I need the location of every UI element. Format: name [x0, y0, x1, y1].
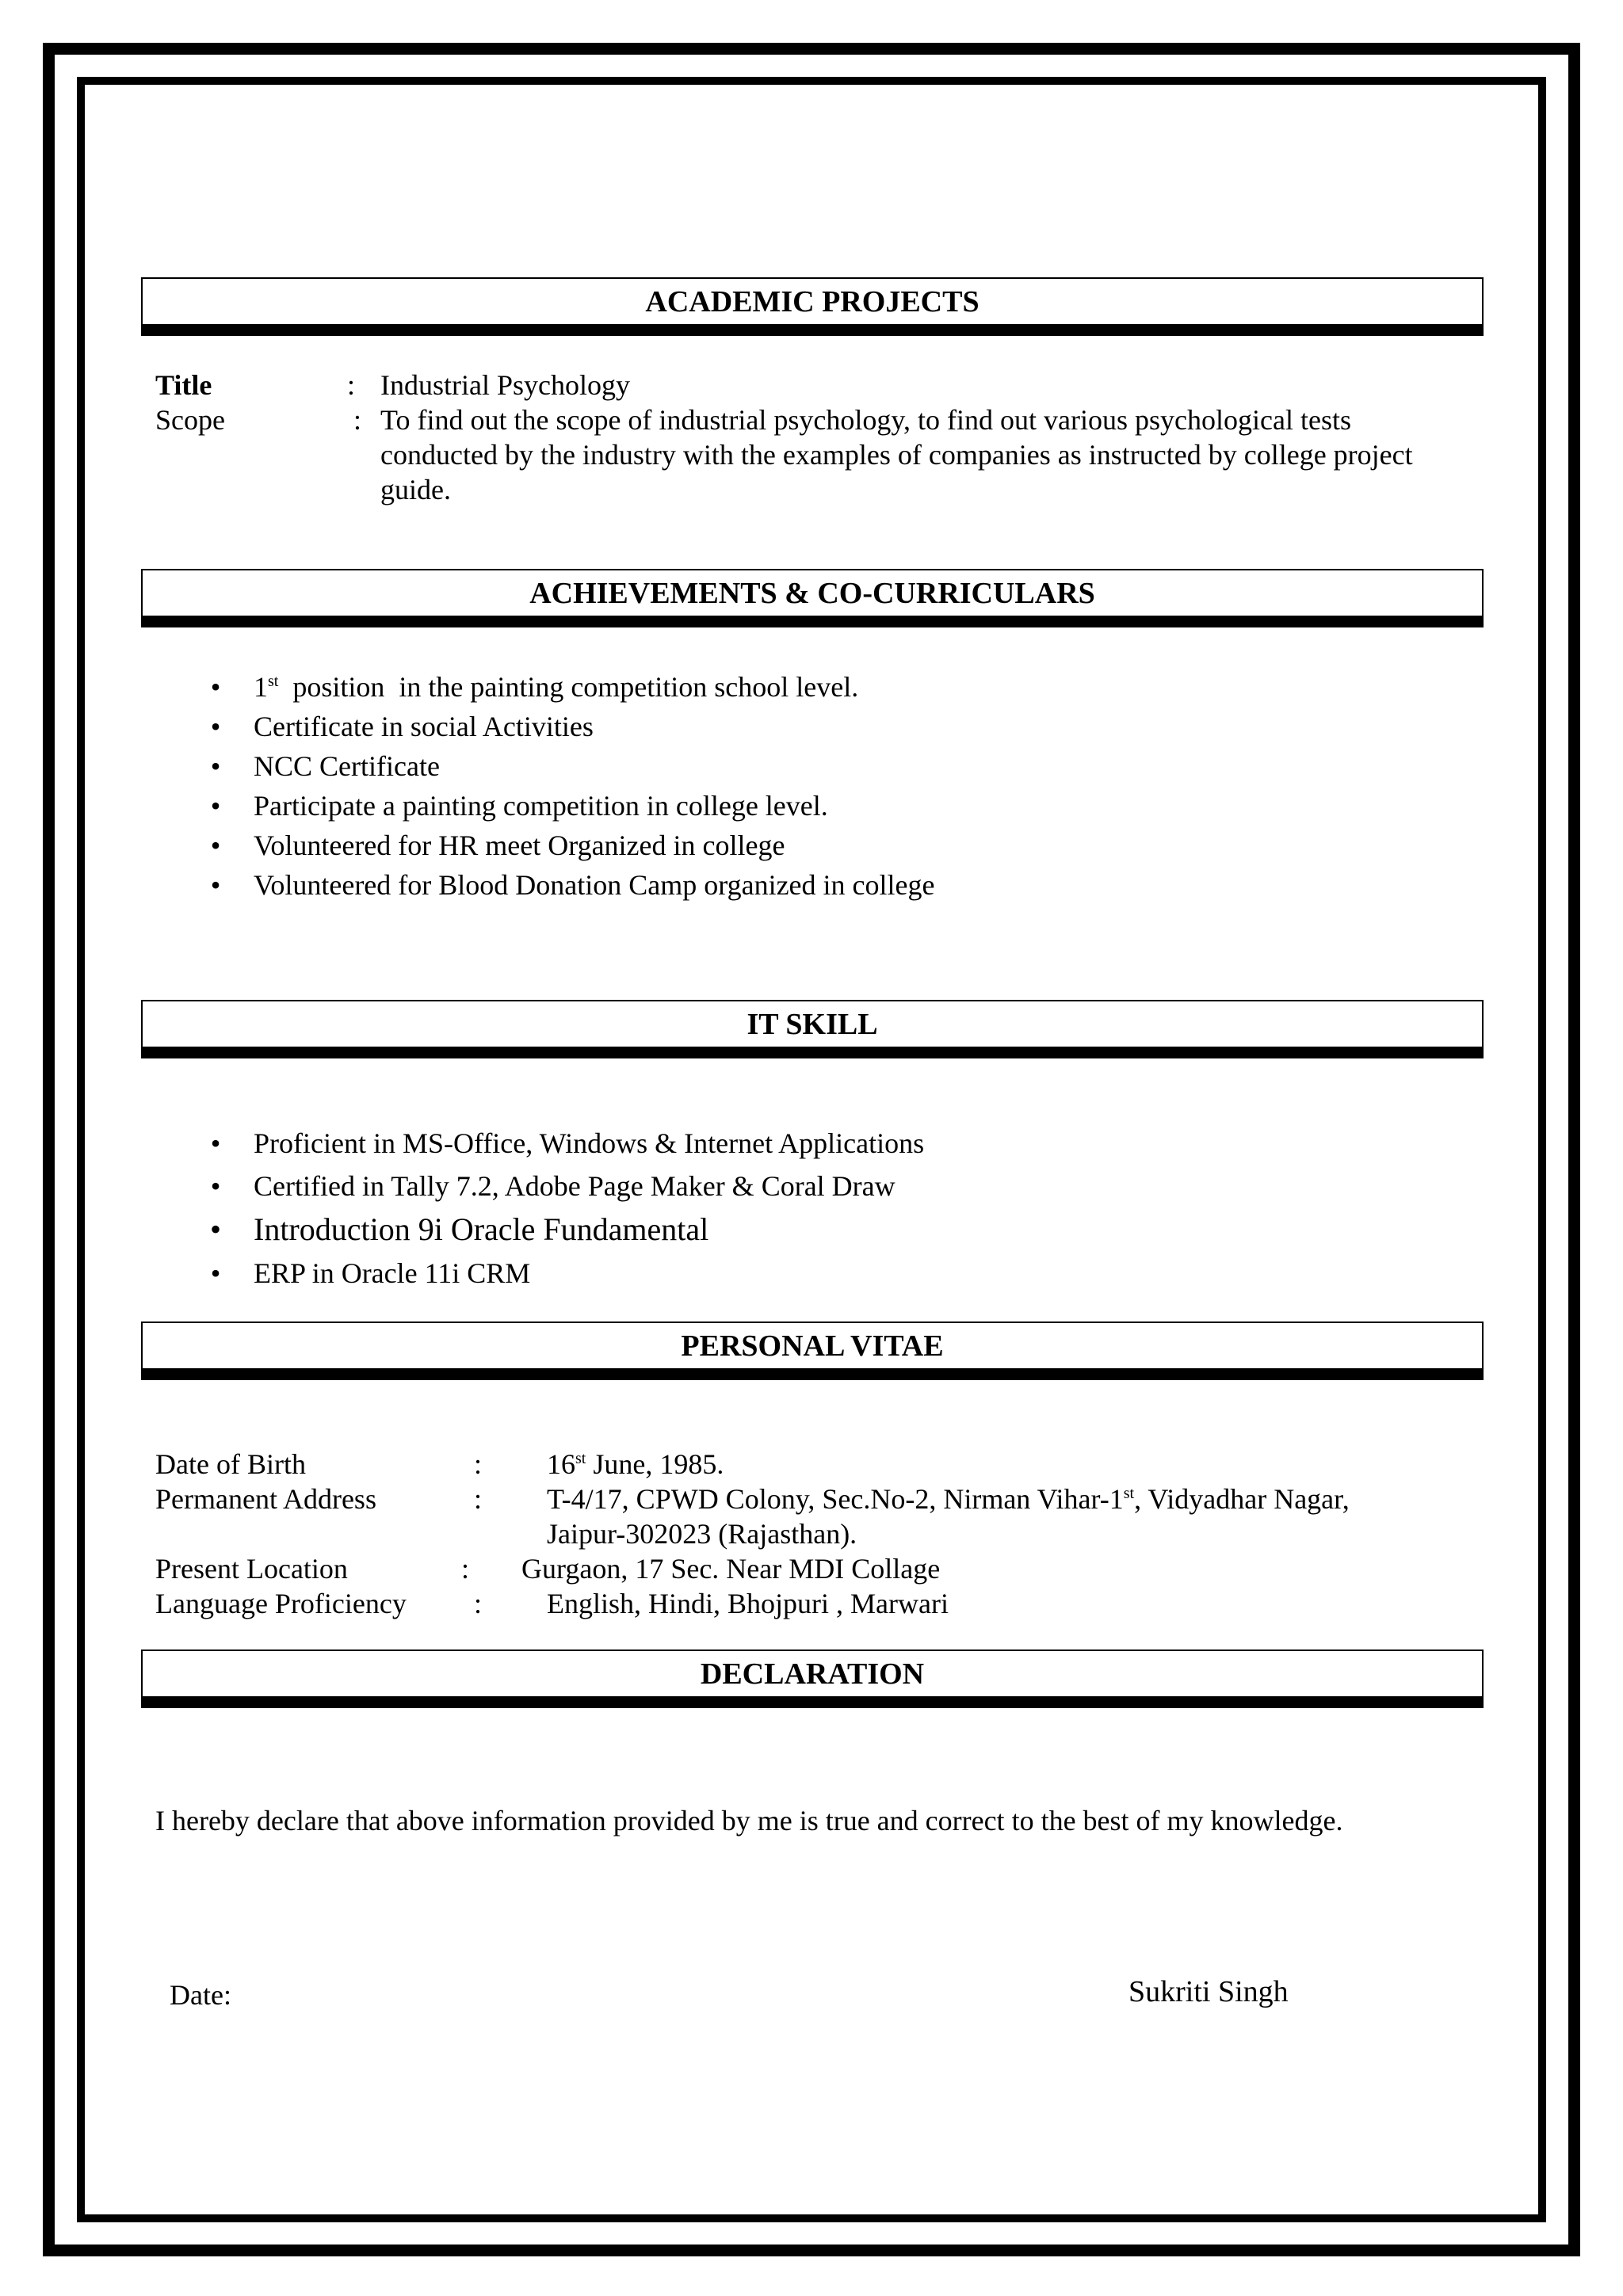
skill-text: Certified in Tally 7.2, Adobe Page Maker & Coral Draw — [254, 1170, 896, 1202]
bullet-icon: • — [210, 869, 221, 901]
project-title-value: Industrial Psychology — [380, 369, 630, 401]
list-item — [208, 786, 934, 826]
dob-label: Date of Birth — [155, 1448, 306, 1480]
project-scope-label: Scope — [155, 404, 225, 436]
permanent-address-separator: : — [474, 1483, 483, 1515]
list-item — [208, 1122, 924, 1165]
declaration-heading: DECLARATION — [141, 1650, 1484, 1708]
language-separator: : — [474, 1588, 483, 1619]
list-item — [208, 1207, 924, 1252]
project-title-separator: : — [347, 369, 356, 401]
list-item — [208, 1165, 924, 1207]
skill-text: Proficient in MS-Office, Windows & Internet Applications — [254, 1127, 925, 1159]
it-skill-list — [208, 1122, 924, 1295]
project-scope-line: conducted by the industry with the examples of companies as instructed by college project — [380, 439, 1413, 471]
signature-name: Sukriti Singh — [1128, 1975, 1289, 2008]
list-item — [208, 826, 934, 865]
achievements-list — [208, 667, 934, 905]
permanent-address-value: T-4/17, CPWD Colony, Sec.No-2, Nirman Vihar-1st, Vidyadhar Nagar, — [547, 1483, 1350, 1515]
permanent-address-line2: Jaipur-302023 (Rajasthan). — [547, 1518, 857, 1550]
dob-value: 16st June, 1985. — [547, 1448, 724, 1480]
academic-projects-heading: ACADEMIC PROJECTS — [141, 277, 1484, 336]
date-label: Date: — [170, 1979, 231, 2011]
bullet-icon: • — [210, 1257, 221, 1289]
permanent-address-label: Permanent Address — [155, 1483, 376, 1515]
list-item — [208, 1252, 924, 1295]
bullet-icon: • — [210, 671, 221, 703]
dob-separator: : — [474, 1448, 483, 1480]
bullet-icon: • — [210, 1170, 221, 1202]
achievement-text: Certificate in social Activities — [254, 711, 594, 742]
achievement-text: Volunteered for HR meet Organized in college — [254, 830, 785, 861]
present-location-label: Present Location — [155, 1553, 348, 1585]
bullet-icon: • — [209, 1211, 221, 1247]
achievement-text: NCC Certificate — [254, 750, 440, 782]
personal-vitae-heading: PERSONAL VITAE — [141, 1322, 1484, 1380]
project-scope-line: guide. — [380, 474, 451, 505]
achievements-heading: ACHIEVEMENTS & CO-CURRICULARS — [141, 569, 1484, 627]
language-label: Language Proficiency — [155, 1588, 407, 1619]
skill-text: ERP in Oracle 11i CRM — [254, 1257, 531, 1289]
present-location-separator: : — [461, 1553, 470, 1585]
project-scope-separator: : — [353, 404, 362, 436]
declaration-text: I hereby declare that above information provided by me is true and correct to the best of my knowledge. — [155, 1805, 1343, 1836]
achievement-text: 1st position in the painting competition school level. — [254, 671, 859, 703]
list-item — [208, 667, 934, 707]
bullet-icon: • — [210, 830, 221, 861]
skill-text: Introduction 9i Oracle Fundamental — [254, 1211, 709, 1247]
bullet-icon: • — [210, 790, 221, 822]
bullet-icon: • — [210, 1127, 221, 1159]
list-item — [208, 707, 934, 746]
project-scope-line: To find out the scope of industrial psychology, to find out various psychological tests — [380, 404, 1351, 436]
bullet-icon: • — [210, 711, 221, 742]
it-skill-heading: IT SKILL — [141, 1000, 1484, 1058]
bullet-icon: • — [210, 750, 221, 782]
present-location-value: Gurgaon, 17 Sec. Near MDI Collage — [521, 1553, 941, 1585]
achievement-text: Participate a painting competition in college level. — [254, 790, 828, 822]
list-item — [208, 865, 934, 905]
achievement-text: Volunteered for Blood Donation Camp organized in college — [254, 869, 935, 901]
list-item — [208, 746, 934, 786]
project-title-label: Title — [155, 369, 212, 401]
language-value: English, Hindi, Bhojpuri , Marwari — [547, 1588, 949, 1619]
